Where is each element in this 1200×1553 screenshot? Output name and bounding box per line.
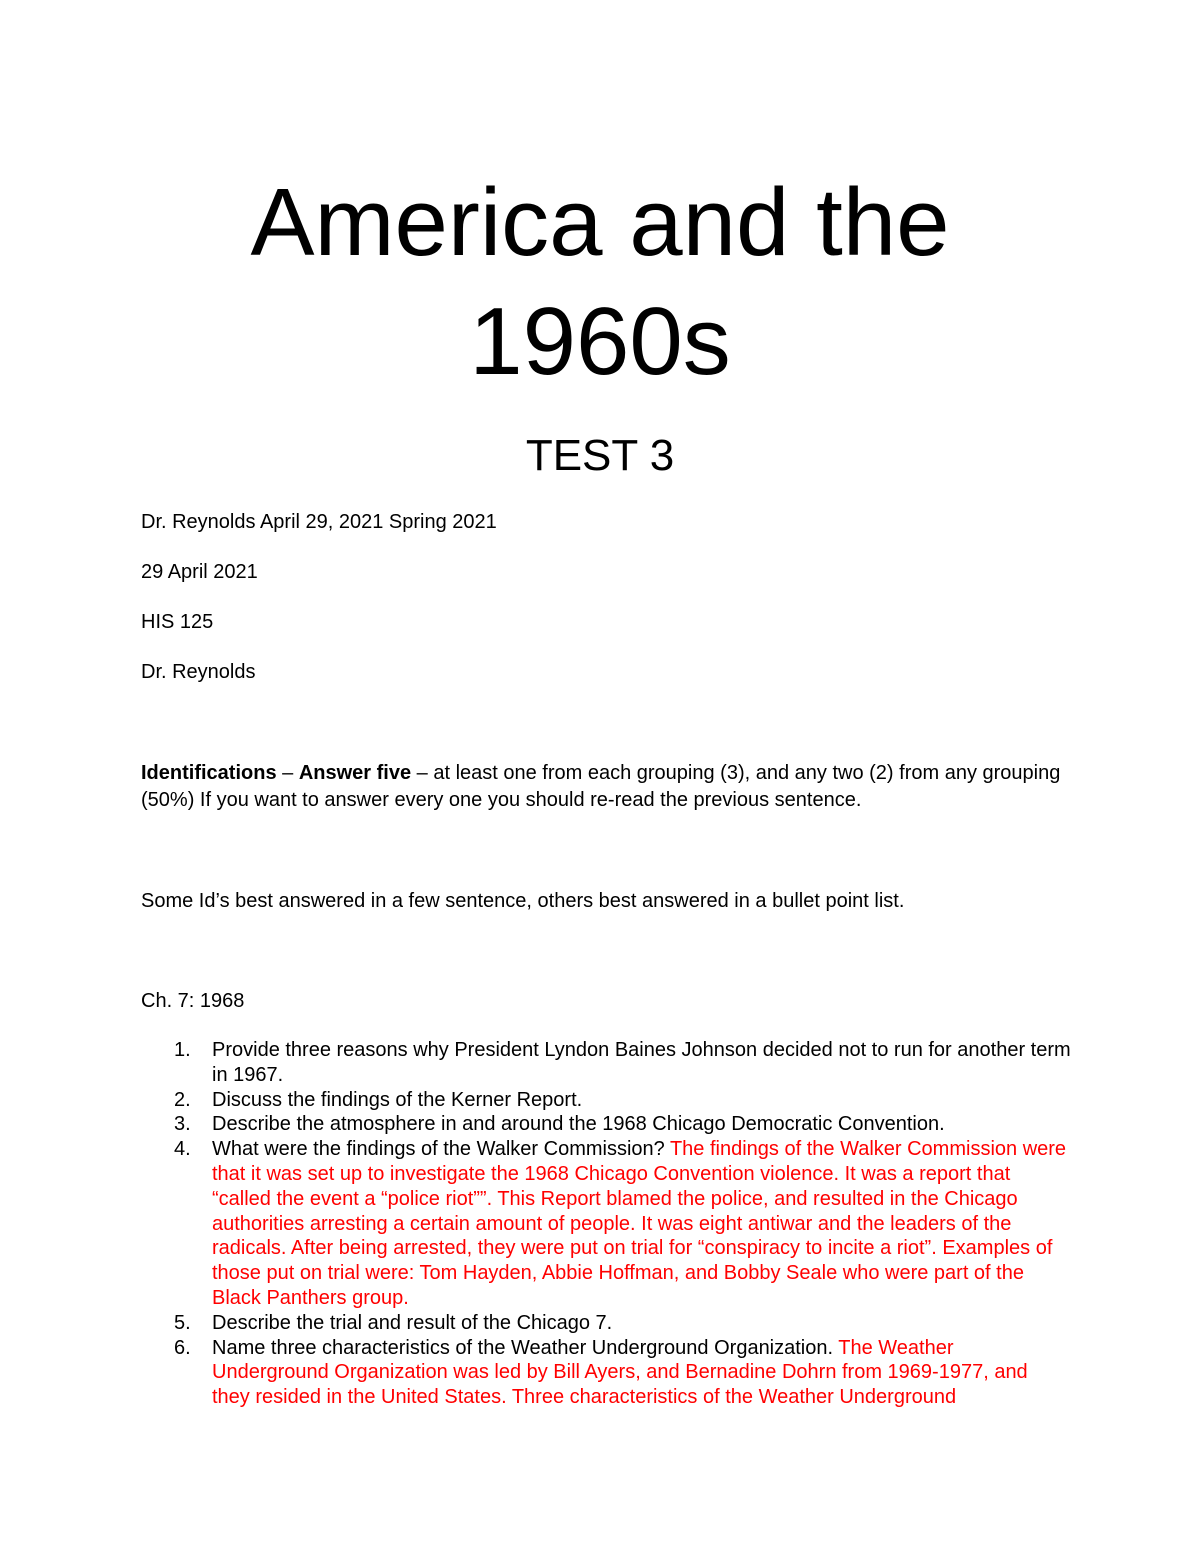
meta-instructor: Dr. Reynolds xyxy=(141,661,256,683)
document-title-line-2: 1960s xyxy=(469,288,731,395)
instructions-answer-count: Answer five xyxy=(298,762,412,784)
question-item xyxy=(141,1038,1071,1088)
question-list xyxy=(141,1038,1071,1410)
question-number: 2. xyxy=(174,1088,191,1111)
meta-instructor-date: Dr. Reynolds April 29, 2021 Spring 2021 xyxy=(141,511,497,533)
meta-date: 29 April 2021 xyxy=(141,561,258,583)
question-number: 1. xyxy=(174,1039,191,1061)
answer-text: The Weather Underground Organization was led by Bill Ayers, and Bernadine Dohrn from 1969-1977, and they resided in the United States. Three characteristics of the Weather Underground xyxy=(212,1336,1028,1409)
instructions-text: – at least one from each grouping (3), and any two (2) from any grouping (50%) If you want to answer every one you should re-read the previous sentence. xyxy=(141,762,1061,811)
question-item xyxy=(141,1137,1071,1311)
instructions-label: Identifications xyxy=(141,762,277,784)
question-number: 4. xyxy=(174,1138,191,1161)
question-text: Provide three reasons why President Lyndon Baines Johnson decided not to run for another term in 1967. xyxy=(212,1039,1071,1086)
chapter-heading: Ch. 7: 1968 xyxy=(141,990,245,1012)
question-number: 3. xyxy=(174,1113,191,1136)
question-item xyxy=(141,1088,1071,1113)
question-number: 6. xyxy=(174,1336,191,1359)
question-text: Describe the atmosphere in and around the 1968 Chicago Democratic Convention. xyxy=(212,1113,945,1136)
question-text: Discuss the findings of the Kerner Report. xyxy=(212,1088,583,1111)
instructions-paragraph xyxy=(141,760,1071,814)
test-subtitle: TEST 3 xyxy=(525,431,675,480)
question-item xyxy=(141,1336,1071,1410)
document-title-line-1: America and the xyxy=(250,169,950,276)
question-item xyxy=(141,1112,1071,1137)
question-item xyxy=(141,1311,1071,1336)
answer-text: The findings of the Walker Commission were that it was set up to investigate the 1968 Chicago Convention violence. It was a report that “called the event a “police riot””. This Report blamed the police, and resulted in the Chicago authorities arresting a certain amount of people. It was eight antiwar and the leaders of the radicals. After being arrested, they were put on trial for “conspiracy to incite a riot”. Examples of those put on trial were: Tom Hayden, Abbie Hoffman, and Bobby Seale who were part of the Black Panthers group. xyxy=(212,1138,1067,1309)
instructions-separator: – xyxy=(276,762,299,784)
question-text: Name three characteristics of the Weather Underground Organization. xyxy=(212,1336,839,1359)
question-number: 5. xyxy=(174,1311,191,1334)
question-text: What were the findings of the Walker Commission? xyxy=(212,1138,670,1161)
question-text: Describe the trial and result of the Chicago 7. xyxy=(212,1311,613,1334)
hint-paragraph: Some Id’s best answered in a few sentence, others best answered in a bullet point list. xyxy=(141,890,905,912)
meta-course: HIS 125 xyxy=(141,611,214,633)
